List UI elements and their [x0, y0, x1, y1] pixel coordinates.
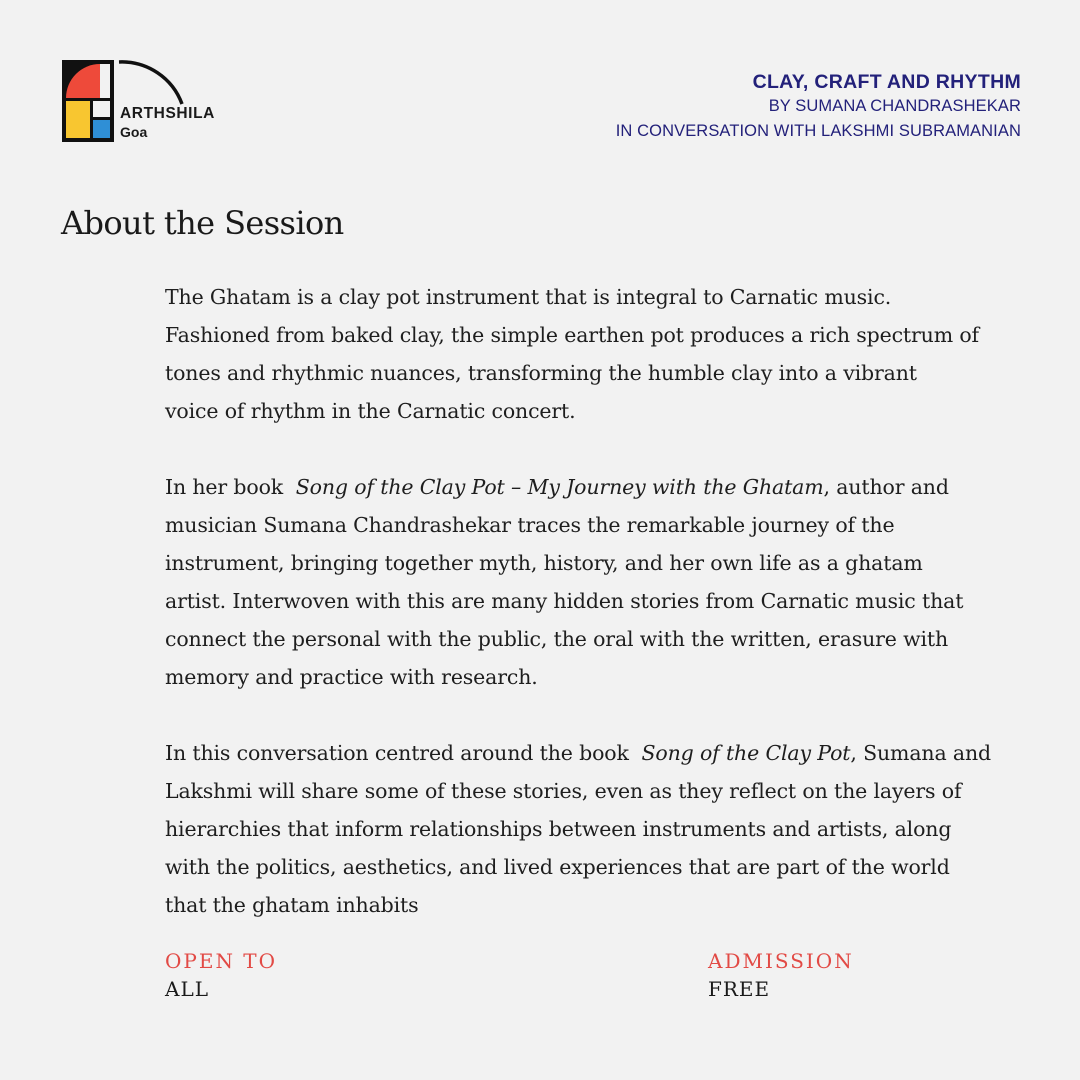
paragraph-line: Lakshmi will share some of these stories, even as they reflect on the layers of: [165, 779, 962, 803]
paragraph-line: with the politics, aesthetics, and lived experiences that are part of the world: [165, 855, 950, 879]
brand-location: Goa: [120, 124, 148, 140]
book-title-short: Song of the Clay Pot: [641, 741, 851, 765]
paragraph-line: that the ghatam inhabits: [165, 893, 419, 917]
event-title: CLAY, CRAFT AND RHYTHM: [752, 71, 1021, 93]
admission-value: FREE: [708, 977, 771, 1001]
open-to-label: OPEN TO: [165, 949, 278, 973]
paragraph-line: voice of rhythm in the Carnatic concert.: [165, 399, 576, 423]
open-to-value: ALL: [165, 977, 210, 1001]
paragraph-line: [165, 468, 1035, 506]
para2-line1-end: , author and: [823, 475, 949, 499]
paragraph-3: [165, 734, 1035, 924]
admission-label: ADMISSION: [708, 949, 854, 973]
session-description: [165, 278, 1035, 924]
para2-intro: In her book: [165, 475, 284, 499]
paragraph-line: The Ghatam is a clay pot instrument that is integral to Carnatic music.: [165, 285, 892, 309]
paragraph-line: musician Sumana Chandrashekar traces the remarkable journey of the: [165, 513, 895, 537]
event-byline: BY SUMANA CHANDRASHEKAR: [768, 97, 1021, 115]
brand-name: ARTHSHILA: [120, 105, 215, 122]
para3-intro: In this conversation centred around the book: [165, 741, 629, 765]
para3-line1-end: , Sumana and: [850, 741, 991, 765]
paragraph-line: memory and practice with research.: [165, 665, 538, 689]
paragraph-line: tones and rhythmic nuances, transforming the humble clay into a vibrant: [165, 361, 917, 385]
paragraph-line: connect the personal with the public, the oral with the written, erasure with: [165, 627, 949, 651]
paragraph-line: [165, 734, 1035, 772]
paragraph-line: Fashioned from baked clay, the simple earthen pot produces a rich spectrum of: [165, 323, 979, 347]
paragraph-1: [165, 278, 1035, 430]
paragraph-line: hierarchies that inform relationships between instruments and artists, along: [165, 817, 952, 841]
event-conversation: IN CONVERSATION WITH LAKSHMI SUBRAMANIAN: [615, 122, 1021, 140]
open-to-info: [165, 948, 277, 1003]
arthshila-logo: [62, 58, 232, 148]
event-header: [616, 70, 1021, 144]
admission-info: [708, 948, 854, 1003]
paragraph-line: artist. Interwoven with this are many hidden stories from Carnatic music that: [165, 589, 964, 613]
paragraph-line: instrument, bringing together myth, history, and her own life as a ghatam: [165, 551, 923, 575]
paragraph-2: [165, 468, 1035, 696]
section-heading: About the Session: [61, 204, 344, 242]
book-title: Song of the Clay Pot – My Journey with the Ghatam: [295, 475, 824, 499]
